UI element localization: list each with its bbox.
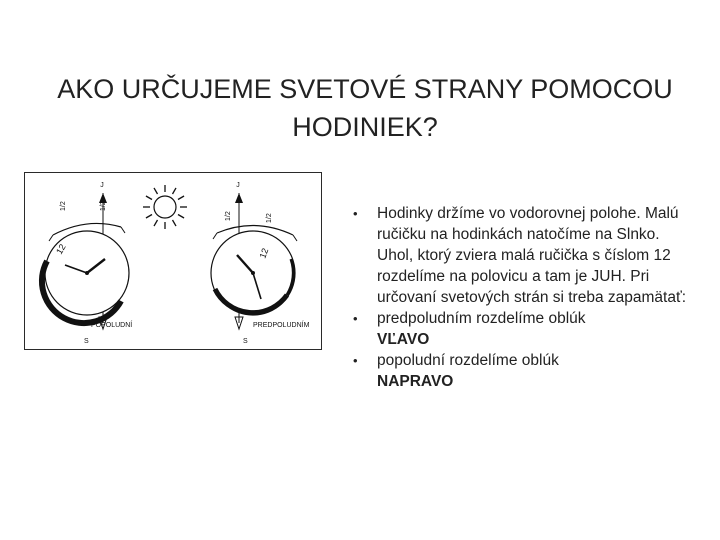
bullet-dot: •	[353, 206, 358, 221]
bullet-text: predpoludním rozdelíme oblúk	[377, 310, 586, 327]
left-numeral: 12	[54, 242, 68, 256]
title-line-2: HODINIEK?	[292, 112, 438, 142]
bullet-item	[350, 203, 690, 308]
bullet-item	[350, 350, 690, 392]
bullet-item	[350, 308, 690, 350]
bullet-dot: •	[353, 353, 358, 368]
right-clock-label: PREDPOLUDNÍM	[253, 322, 310, 329]
watch-compass-drawing	[25, 173, 321, 349]
sun-ray	[173, 220, 177, 226]
sun-ray	[154, 188, 158, 194]
left-fraction-right: 1/2	[100, 201, 107, 211]
bullet-dot: •	[353, 311, 358, 326]
right-numeral: 12	[257, 246, 271, 260]
sun-icon	[143, 185, 187, 229]
sun-ray	[173, 188, 177, 194]
left-clock-label: POPOLUDNÍ	[91, 322, 133, 329]
right-south-letter: S	[243, 338, 248, 345]
sun-ray	[154, 220, 158, 226]
sun-ray	[146, 196, 152, 200]
sun-ray	[178, 215, 184, 219]
right-fraction-right: 1/2	[266, 213, 273, 223]
right-north-arrow-icon	[235, 193, 243, 203]
bullet-text: popoludní rozdelíme oblúk	[377, 352, 559, 369]
right-fraction-left: 1/2	[225, 211, 232, 221]
watch-compass-figure	[24, 172, 322, 350]
bullet-emphasis: VĽAVO	[377, 331, 430, 348]
right-watch	[211, 182, 310, 345]
left-south-letter: S	[84, 338, 89, 345]
left-north-letter: J	[100, 182, 104, 189]
title-line-1: AKO URČUJEME SVETOVÉ STRANY POMOCOU	[57, 74, 673, 104]
slide-title	[40, 70, 690, 146]
bullet-emphasis: NAPRAVO	[377, 373, 454, 390]
bullet-text: Hodinky držíme vo vodorovnej polohe. Malú ručičku na hodinkách natočíme na Slnko. Uhol, ktorý zviera malá ručička s číslom 12 rozdelíme na polovicu a tam je JUH. Pri určovaní svetových strán si treba zapamätať:	[377, 205, 687, 306]
sun-ray	[146, 215, 152, 219]
bullet-list	[350, 203, 690, 392]
left-watch	[42, 182, 132, 345]
right-north-letter: J	[236, 182, 240, 189]
left-fraction-left: 1/2	[60, 201, 67, 211]
sun-ray	[178, 196, 184, 200]
